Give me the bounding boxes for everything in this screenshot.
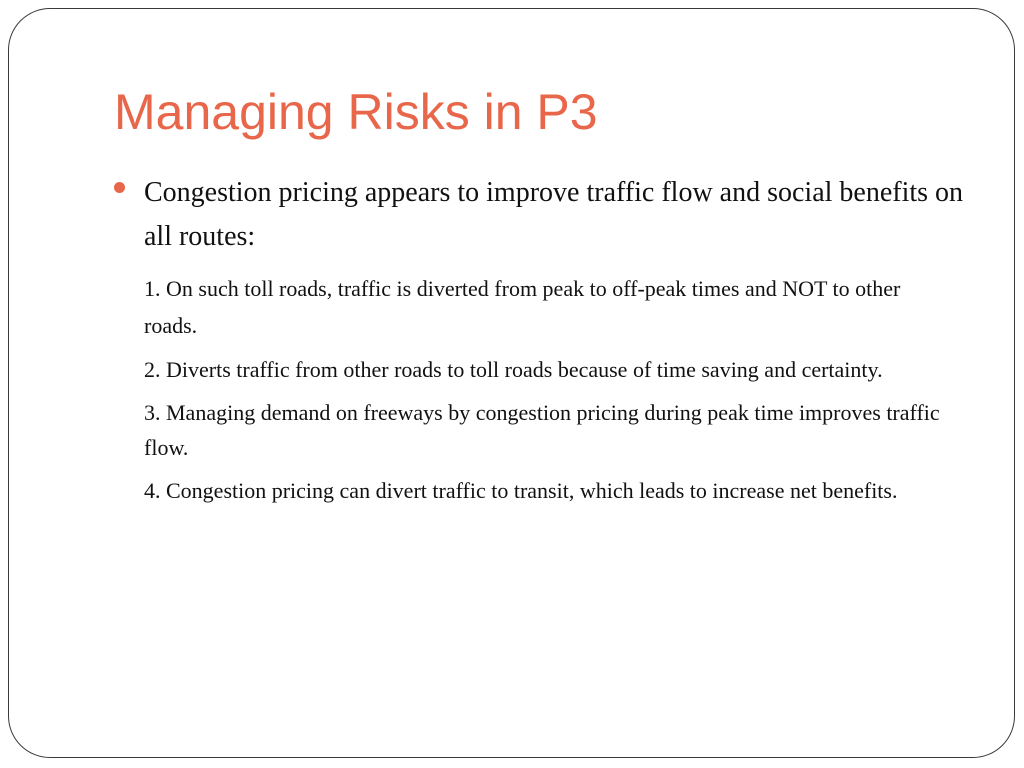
numbered-points-list (144, 270, 959, 516)
numbered-point-1: 1. On such toll roads, traffic is diverted from peak to off-peak times and NOT to other roads. (144, 276, 901, 338)
main-bullet (114, 171, 964, 259)
main-bullet-text: Congestion pricing appears to improve traffic flow and social benefits on all routes: (144, 177, 964, 252)
numbered-point-4: 4. Congestion pricing can divert traffic to transit, which leads to increase net benefits. (144, 478, 898, 503)
bullet-dot-icon (114, 182, 125, 193)
numbered-point-2: 2. Diverts traffic from other roads to toll roads because of time saving and certainty. (144, 357, 883, 382)
slide-title: Managing Risks in P3 (114, 84, 598, 140)
numbered-point-3: 3. Managing demand on freeways by congestion pricing during peak time improves traffic flow. (144, 400, 940, 460)
